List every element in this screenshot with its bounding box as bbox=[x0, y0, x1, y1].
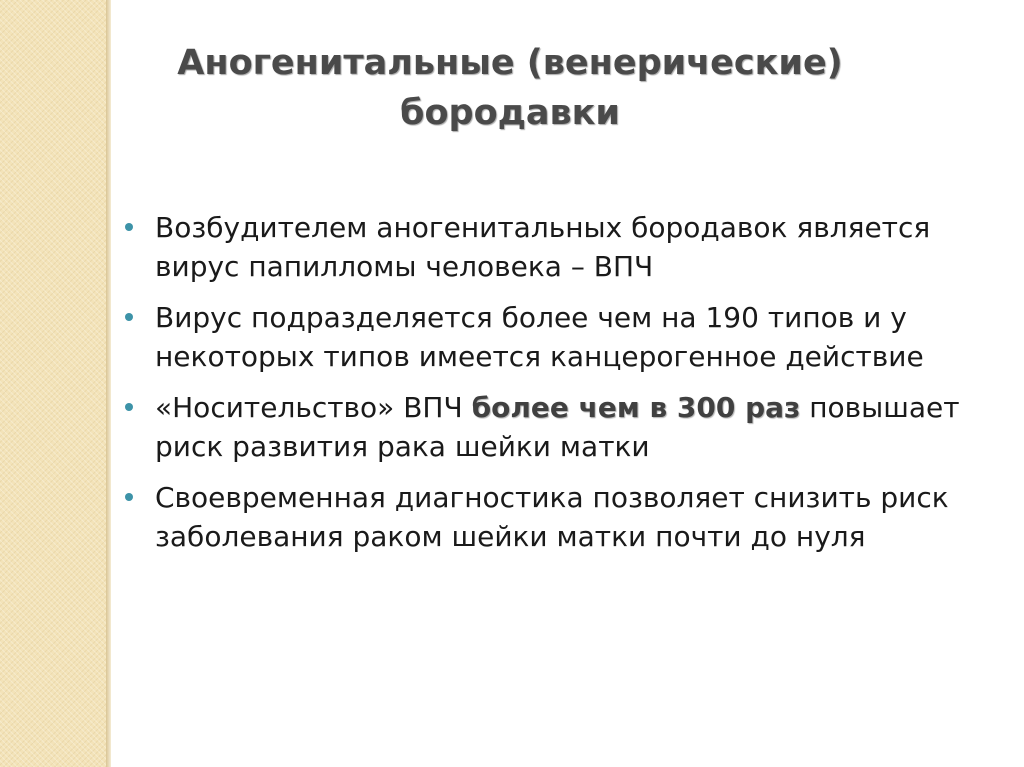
bullet-text-4: Своевременная диагностика позволяет снизить риск заболевания раком шейки матки почти до нуля bbox=[155, 481, 949, 553]
slide-title bbox=[140, 38, 880, 138]
bullet-item-4 bbox=[122, 478, 992, 556]
bullet-dot-icon bbox=[125, 403, 133, 411]
bullet-list bbox=[122, 208, 992, 568]
title-line-1: Аногенитальные (венерические) bbox=[177, 43, 843, 83]
bullet-dot-icon bbox=[125, 223, 133, 231]
bullet-text-3-emphasis: более чем в 300 раз bbox=[471, 391, 801, 424]
bullet-text-2: Вирус подразделяется более чем на 190 типов и у некоторых типов имеется канцерогенное действие bbox=[155, 301, 924, 373]
bullet-dot-icon bbox=[125, 313, 133, 321]
bullet-text-1: Возбудителем аногенитальных бородавок является вирус папилломы человека – ВПЧ bbox=[155, 211, 931, 283]
bullet-item-3 bbox=[122, 388, 992, 466]
decorative-band-edge bbox=[106, 0, 111, 767]
decorative-left-band bbox=[0, 0, 106, 767]
bullet-item-1 bbox=[122, 208, 992, 286]
bullet-dot-icon bbox=[125, 493, 133, 501]
bullet-text-3-prefix: «Носительство» ВПЧ bbox=[155, 391, 472, 424]
bullet-item-2 bbox=[122, 298, 992, 376]
bullet-text-3-suffix: повышает риск развития рака шейки матки bbox=[155, 391, 960, 463]
title-line-2: бородавки bbox=[400, 93, 620, 133]
